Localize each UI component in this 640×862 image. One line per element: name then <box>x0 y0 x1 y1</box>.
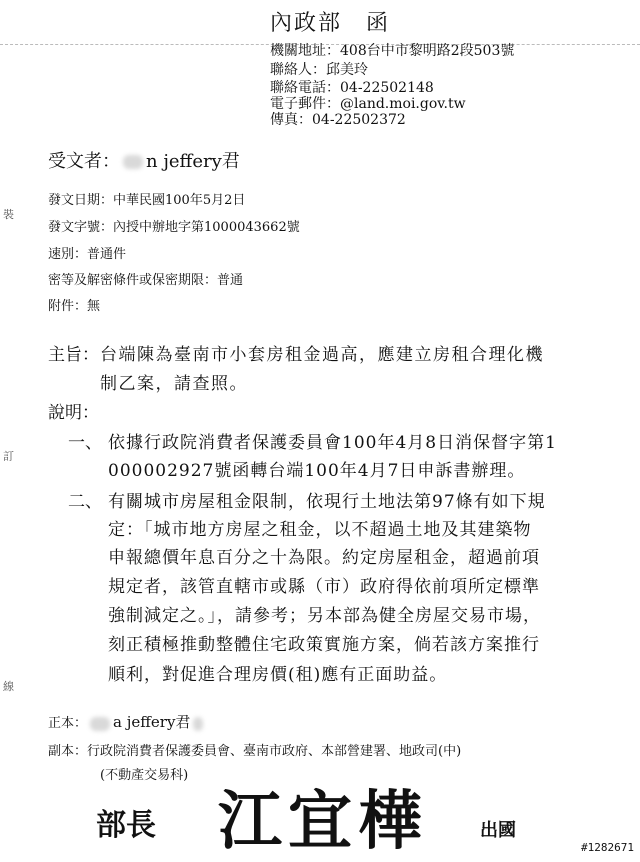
binding-mark: 裝 <box>3 208 14 221</box>
contact-email: 電子郵件：@land.moi.gov.tw <box>270 96 466 112</box>
document-title: 內政部 函 <box>270 11 391 36</box>
subject-label: 主旨： <box>48 345 99 365</box>
subject-line-2: 制乙案，請查照。 <box>100 374 248 394</box>
contact-person: 聯絡人：邱美玲 <box>270 62 368 78</box>
redaction-mark <box>123 155 143 169</box>
signature-name: 江宜樺 <box>218 784 428 859</box>
item-2-line: 有關城市房屋租金限制，依現行土地法第97條有如下規 <box>108 492 546 512</box>
original-value: a jeffery君 <box>113 713 191 731</box>
recipient-name: n jeffery君 <box>146 151 240 172</box>
recipient-line <box>48 147 240 173</box>
item-1-line: 依據行政院消費者保護委員會100年4月8日消保督字第1 <box>108 433 557 453</box>
contact-phone: 聯絡電話：04-22502148 <box>270 80 434 96</box>
signature-title: 部長 <box>96 808 156 843</box>
image-id-watermark: #1282671 <box>581 841 634 854</box>
item-1-number: 一、 <box>68 433 102 453</box>
item-2-line: 刻正積極推動整體住宅政策實施方案，倘若該方案推行 <box>108 635 540 655</box>
recipient-label: 受文者： <box>48 151 120 172</box>
secrecy-level: 密等及解密條件或保密期限：普通 <box>48 273 244 288</box>
binding-mark: 線 <box>3 680 14 693</box>
copy-label: 副本： <box>48 744 88 759</box>
explanation-label: 說明： <box>48 403 99 423</box>
copy-line-1: 行政院消費者保護委員會、臺南市政府、本部營建署、地政司(中) <box>87 744 462 759</box>
redaction-mark <box>90 717 110 731</box>
item-1-line: 000002927號函轉台端100年4月7日申訴書辦理。 <box>108 461 526 481</box>
item-2-line: 申報總價年息百分之十為限。約定房屋租金，超過前項 <box>108 548 540 568</box>
copy-line-2: (不動產交易科) <box>100 768 189 783</box>
item-2-number: 二、 <box>68 492 102 512</box>
signature-note: 出國 <box>480 820 516 841</box>
binding-mark: 訂 <box>3 450 14 463</box>
issue-date: 發文日期：中華民國100年5月2日 <box>48 193 246 208</box>
contact-fax: 傳真：04-22502372 <box>270 112 406 128</box>
document-number: 發文字號：內授中辦地字第1000043662號 <box>48 220 300 235</box>
delivery-speed: 速別：普通件 <box>48 247 127 262</box>
original-recipient <box>48 711 206 732</box>
copy-recipients <box>48 740 461 759</box>
item-2-line: 順利，對促進合理房價(租)應有正面助益。 <box>108 665 448 685</box>
original-label: 正本： <box>48 716 88 731</box>
redaction-mark <box>193 717 203 731</box>
item-2-line: 定：「城市地方房屋之租金，以不超過土地及其建築物 <box>108 520 532 540</box>
attachment: 附件：無 <box>48 299 101 314</box>
item-2-line: 強制減定之。」，請參考；另本部為健全房屋交易市場， <box>108 606 541 626</box>
agency-address: 機關地址：408台中市黎明路2段503號 <box>270 43 515 59</box>
item-2-line: 規定者，該管直轄市或縣（市）政府得依前項所定標準 <box>108 577 540 597</box>
subject-line-1: 台端陳為臺南市小套房租金過高，應建立房租合理化機 <box>100 345 544 365</box>
